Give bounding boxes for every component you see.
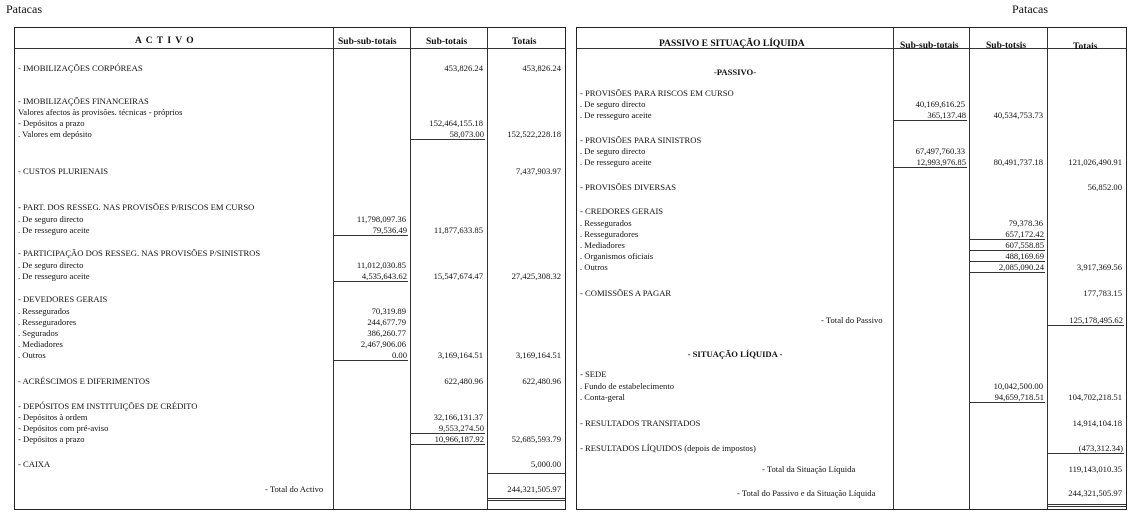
passivo-row-label-outros: . Outros — [580, 262, 608, 272]
passivo-row-label-resultados-liquidos-depois-de-impostos: - RESULTADOS LÍQUIDOS (depois de impostos) — [580, 443, 756, 453]
passivo-row-label-fundo-de-estabelecimento: . Fundo de estabelecimento — [580, 381, 675, 391]
activo-cell-c3: 7,437,903.97 — [515, 166, 561, 176]
activo-row-label-de-resseguro-aceite: . De resseguro aceite — [18, 271, 90, 281]
col-header-sub-sub-totais: Sub-sub-totais — [338, 37, 397, 47]
passivo-row-label-ressegurados: . Ressegurados — [580, 218, 632, 228]
passivo-row-label-de-seguro-directo: . De seguro directo — [580, 146, 646, 156]
activo-cell-c2: 11,877,633.85 — [433, 225, 483, 235]
activo-table — [14, 27, 566, 510]
activo-row-label-de-resseguro-aceite: . De resseguro aceite — [18, 225, 90, 235]
col-header-totais: Totais — [1073, 42, 1098, 52]
activo-cell-c3: 453,826.24 — [522, 63, 561, 73]
activo-row-label-outros: . Outros — [18, 350, 46, 360]
activo-cell-c1: 70,319.89 — [371, 306, 406, 316]
activo-row-label-part-dos-resseg-nas-provisoes-p-riscos-em-curso: - PART. DOS RESSEG. NAS PROVISÕES P/RISCOS EM CURSO — [18, 202, 255, 212]
activo-row-label-participacao-dos-resseg-nas-provisoes-p-sinistros: - PARTICIPAÇÃO DOS RESSEG. NAS PROVISÕES P/SINISTROS — [18, 248, 261, 258]
passivo-title: PASSIVO E SITUAÇÃO LÍQUIDA — [659, 39, 805, 49]
activo-row-label-imobilizacoes-corporeas: - IMOBILIZAÇÕES CORPÓREAS — [18, 63, 143, 73]
activo-row-label-acrescimos-e-diferimentos: - ACRÉSCIMOS E DIFERIMENTOS — [18, 376, 150, 386]
passivo-row-label-provisoes-para-sinistros: - PROVISÕES PARA SINISTROS — [580, 135, 702, 145]
activo-cell-c2: 32,166,131.37 — [433, 412, 483, 422]
passivo-row-label-passivo: -PASSIVO- — [713, 67, 757, 77]
col-header-sub-sub-totais: Sub-sub-totais — [900, 41, 959, 51]
activo-row-label-de-seguro-directo: . De seguro directo — [18, 214, 84, 224]
activo-cell-c2: 622,480.96 — [444, 376, 483, 386]
passivo-cell-c2: 94,659,718.51 — [970, 392, 1045, 403]
activo-cell-c3: 52,685,593.79 — [511, 434, 561, 444]
passivo-row-label-de-resseguro-aceite: . De resseguro aceite — [580, 157, 652, 167]
passivo-row-label-resseguradores: . Resseguradores — [580, 229, 639, 239]
passivo-cell-c2: 657,172.42 — [970, 229, 1045, 240]
passivo-cell-c2: 10,042,500.00 — [993, 381, 1043, 391]
passivo-row-label-situacao-liquida: - SITUAÇÃO LÍQUIDA - — [687, 349, 783, 359]
activo-row-label-total-do-activo: - Total do Activo — [265, 484, 324, 494]
activo-cell-c3: 27,425,308.32 — [511, 271, 561, 281]
col-header-sub-totsis: Sub-totsis — [986, 41, 1027, 51]
activo-cell-c2: 58,073.00 — [411, 129, 485, 140]
passivo-row-label-resultados-transitados: - RESULTADOS TRANSITADOS — [580, 418, 701, 428]
activo-row-label-mediadores: . Mediadores — [18, 339, 63, 349]
passivo-cell-c1: 67,497,760.33 — [915, 146, 965, 156]
activo-cell-c2: 10,966,187.92 — [411, 434, 485, 445]
activo-cell-c3: 3,169,164.51 — [515, 350, 561, 360]
activo-cell-c1: 79,536.49 — [334, 225, 408, 236]
col-header-totais: Totais — [512, 37, 537, 47]
activo-cell-c2: 15,547,674.47 — [433, 271, 483, 281]
passivo-row-label-comissoes-a-pagar: - COMISSÕES A PAGAR — [580, 288, 672, 298]
activo-row-label-depositos-em-instituicoes-de-credito: - DEPÓSITOS EM INSTITUIÇÕES DE CRÉDITO — [18, 401, 198, 411]
activo-cell-c2: 3,169,164.51 — [437, 350, 483, 360]
passivo-cell-c3: 104,702,218.51 — [1068, 392, 1122, 402]
passivo-cell-c2: 607,558.85 — [970, 240, 1045, 251]
passivo-row-label-sede: - SEDE — [580, 369, 607, 379]
passivo-row-label-provisoes-diversas: - PROVISÕES DIVERSAS — [580, 182, 676, 192]
activo-cell-c2: 152,464,155.18 — [429, 118, 483, 128]
activo-row-label-de-seguro-directo: . De seguro directo — [18, 260, 84, 270]
passivo-row-label-organismos-oficiais: . Organismos oficiais — [580, 251, 654, 261]
activo-row-label-valores-afectos-as-provisoes-tecnicas-proprios: Valores afectos às provisões. técnicas - próprios — [18, 107, 183, 117]
passivo-row-label-total-do-passivo-e-da-situacao-liquida: - Total do Passivo e da Situação Líquida — [737, 488, 876, 498]
passivo-cell-c3: 119,143,010.35 — [1068, 464, 1122, 474]
activo-row-label-imobilizacoes-financeiras: - IMOBILIZAÇÕES FINANCEIRAS — [18, 96, 149, 106]
passivo-cell-c3: 56,852.00 — [1087, 182, 1122, 192]
passivo-cell-c2: 488,169.69 — [970, 251, 1045, 262]
activo-row-label-segurados: . Segurados — [18, 328, 59, 338]
activo-cell-c1: 4,535,643.62 — [334, 271, 408, 282]
activo-row-label-ressegurados: . Ressegurados — [18, 306, 70, 316]
activo-row-label-resseguradores: . Resseguradores — [18, 317, 77, 327]
activo-row-label-depositos-a-prazo: - Depósitos a prazo — [18, 118, 85, 128]
activo-row-label-devedores-gerais: - DEVEDORES GERAIS — [18, 294, 108, 304]
passivo-cell-c3: 177,783.15 — [1083, 288, 1122, 298]
passivo-row-label-mediadores: . Mediadores — [580, 240, 625, 250]
col-header-sub-totais: Sub-totais — [426, 37, 468, 47]
passivo-cell-c2: 2,085,090.24 — [970, 262, 1045, 273]
activo-cell-c2: 453,826.24 — [444, 63, 483, 73]
passivo-cell-c1: 12,993,976.85 — [894, 157, 967, 168]
activo-cell-c1: 11,798,097.36 — [356, 214, 406, 224]
activo-cell-c2: 9,553,274.50 — [411, 423, 485, 434]
passivo-row-label-credores-gerais: - CREDORES GERAIS — [580, 206, 664, 216]
activo-row-label-depositos-a-ordem: - Depósitos à ordem — [18, 412, 88, 422]
passivo-cell-c3: (473,312.34) — [1048, 443, 1124, 454]
passivo-row-label-total-do-passivo: - Total do Passivo — [821, 315, 883, 325]
activo-cell-c1: 244,677.79 — [367, 317, 406, 327]
passivo-row-label-total-da-situacao-liquida: - Total da Situação Líquida — [762, 464, 856, 474]
passivo-row-label-conta-geral: . Conta-geral — [580, 392, 625, 402]
passivo-cell-c2: 80,491,737.18 — [993, 157, 1043, 167]
passivo-cell-c3: 3,917,369.56 — [1076, 262, 1122, 272]
activo-cell-c1: 386,260.77 — [367, 328, 406, 338]
activo-row-label-depositos-com-pre-aviso: - Depósitos com pré-aviso — [18, 423, 109, 433]
activo-row-label-depositos-a-prazo: - Depósitos a prazo — [18, 434, 85, 444]
passivo-cell-c2: 79,378.36 — [1008, 218, 1043, 228]
activo-cell-c1: 11,012,030.85 — [356, 260, 406, 270]
passivo-row-label-de-seguro-directo: . De seguro directo — [580, 99, 646, 109]
passivo-cell-c3: 125,178,495.62 — [1048, 315, 1124, 326]
activo-title: A C T I V O — [135, 36, 195, 46]
activo-cell-c3: 244,321,505.97 — [507, 484, 561, 494]
activo-cell-c1: 0.00 — [334, 350, 408, 361]
passivo-cell-c1: 40,169,616.25 — [915, 99, 965, 109]
passivo-cell-c3: 244,321,505.97 — [1068, 488, 1122, 498]
passivo-cell-c3: 14,914,104.18 — [1072, 418, 1122, 428]
activo-row-label-custos-plurienais: - CUSTOS PLURIENAIS — [18, 166, 109, 176]
passivo-row-label-provisoes-para-riscos-em-curso: - PROVISÕES PARA RISCOS EM CURSO — [580, 88, 734, 98]
activo-cell-c1: 2,467,906.06 — [360, 339, 406, 349]
passivo-row-label-de-resseguro-aceite: . De resseguro aceite — [580, 110, 652, 120]
passivo-cell-c2: 40,534,753.73 — [993, 110, 1043, 120]
passivo-table — [576, 27, 1127, 510]
activo-cell-c3: 622,480.96 — [522, 376, 561, 386]
passivo-cell-c1: 365,137.48 — [894, 110, 967, 121]
activo-cell-c3: 5,000.00 — [530, 459, 561, 469]
activo-row-label-valores-em-deposito: . Valores em depósito — [18, 129, 92, 139]
currency-label-left: Patacas — [6, 2, 42, 16]
activo-row-label-caixa: - CAIXA — [18, 459, 51, 469]
activo-cell-c3: 152,522,228.18 — [507, 129, 561, 139]
currency-label-right: Patacas — [1012, 2, 1048, 16]
passivo-cell-c3: 121,026,490.91 — [1068, 157, 1122, 167]
